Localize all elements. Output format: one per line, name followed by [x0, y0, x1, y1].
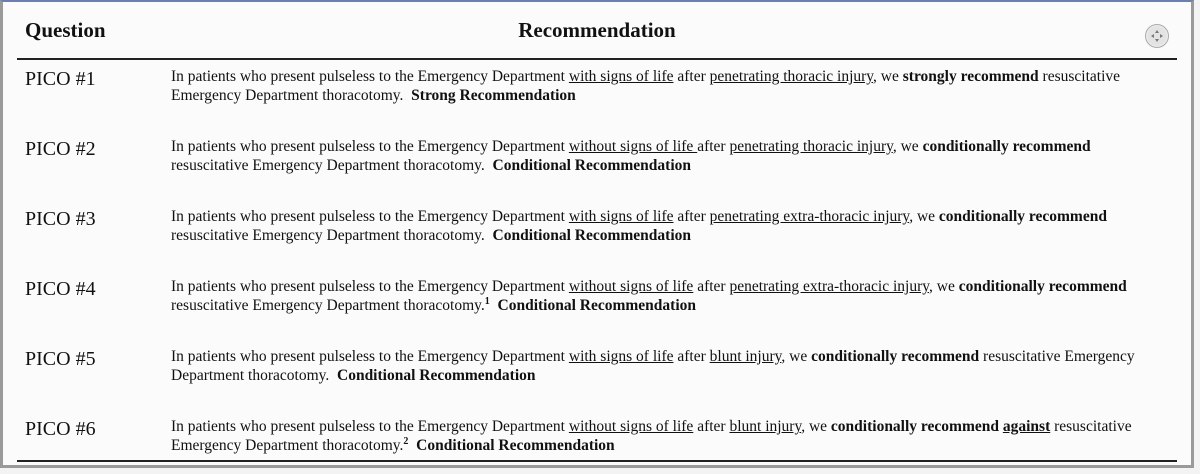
recommendation-grade: Conditional Recommendation [492, 157, 692, 174]
pico-label: PICO #4 [25, 278, 96, 300]
pico-label: PICO #5 [25, 348, 96, 370]
pico-label: PICO #1 [25, 68, 96, 90]
recommendation-grade: Conditional Recommendation [337, 367, 536, 384]
pico-label: PICO #2 [25, 138, 96, 160]
table-row [17, 204, 1177, 264]
column-header-question: Question [25, 18, 106, 42]
footnote-marker: 1 [484, 295, 490, 307]
recommendation-text: In patients who present pulseless to the Emergency Department without signs of life after blunt injury, we conditionally recommend against resuscitative Emergency Department thoracotomy.$^2$ Conditional Recommendation [171, 418, 1132, 454]
pico-label: PICO #6 [25, 418, 96, 440]
table-bottom-rule [17, 460, 1177, 462]
recommendation-grade: Strong Recommendation [411, 87, 576, 104]
recommendation-grade: Conditional Recommendation [497, 297, 697, 314]
recommendation-text: In patients who present pulseless to the Emergency Department without signs of life after penetrating thoracic injury, we conditionally recommend resuscitative Emergency Department thoracotomy. Conditional Recommendation [171, 138, 1091, 174]
pico-label: PICO #3 [25, 208, 96, 230]
table-header [17, 12, 1177, 60]
table-row [17, 134, 1177, 194]
table-row [17, 344, 1177, 404]
column-header-recommendation: Recommendation [518, 18, 676, 42]
table-row [17, 414, 1177, 474]
recommendation-text: In patients who present pulseless to the Emergency Department without signs of life after penetrating extra-thoracic injury, we conditionally recommend resuscitative Emergency Department thoracotomy.$^1$ Conditional Recommendation [171, 278, 1127, 314]
recommendation-text: In patients who present pulseless to the Emergency Department with signs of life after penetrating thoracic injury, we strongly recommend resuscitative Emergency Department thoracotomy. Strong Recommendation [171, 68, 1121, 104]
table-row [17, 274, 1177, 334]
expand-button[interactable] [1145, 24, 1169, 48]
recommendation-text: In patients who present pulseless to the Emergency Department with signs of life after penetrating extra-thoracic injury, we conditionally recommend resuscitative Emergency Department thoracotomy. Conditional Recommendation [171, 208, 1107, 244]
table-row [17, 64, 1177, 124]
recommendation-grade: Conditional Recommendation [492, 227, 692, 244]
recommendation-grade: Conditional Recommendation [416, 437, 615, 454]
recommendation-text: In patients who present pulseless to the Emergency Department with signs of life after blunt injury, we conditionally recommend resuscitative Emergency Department thoracotomy. Conditional Recommendation [171, 348, 1135, 384]
expand-arrows-icon [1150, 29, 1164, 43]
footnote-marker: 2 [403, 435, 409, 447]
